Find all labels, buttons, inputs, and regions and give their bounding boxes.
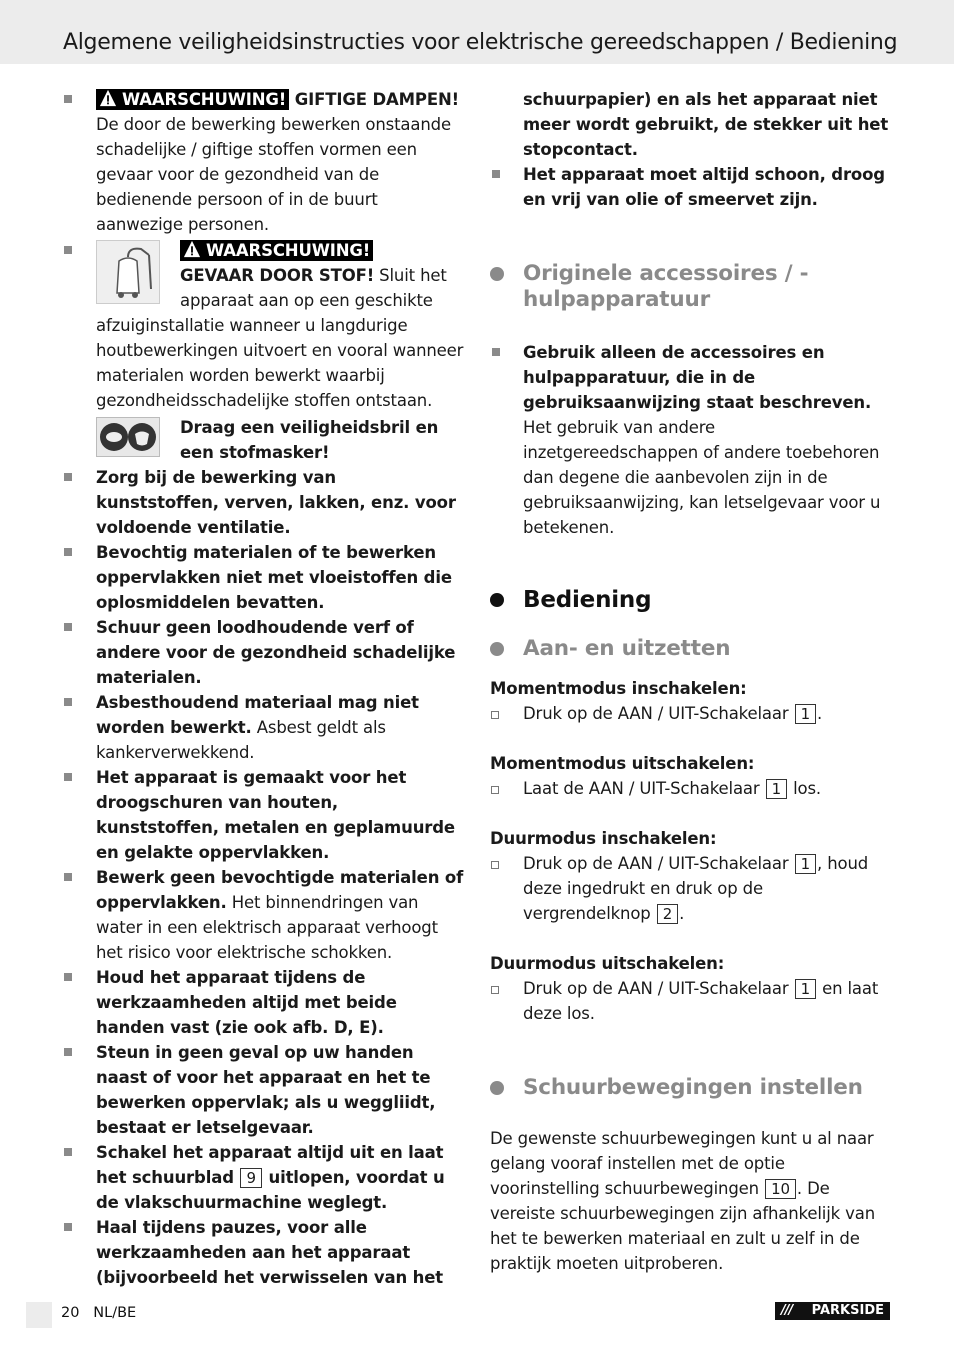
bullet-square-icon bbox=[64, 873, 72, 881]
ref-badge: 10 bbox=[765, 1179, 796, 1199]
section-heading-schuurbewegingen: Schuurbewegingen instellen bbox=[490, 1075, 892, 1101]
section-heading-aan-uit: Aan- en uitzetten bbox=[490, 636, 892, 662]
item-heading: Gebruik alleen de accessoires en hulpapparatuur, die in de gebruiksaanwijzing staat beschreven. bbox=[523, 343, 872, 412]
step-item: Druk op de AAN / UIT-Schakelaar 1 . bbox=[490, 701, 892, 726]
list-item bbox=[62, 765, 464, 865]
left-column bbox=[62, 87, 464, 1290]
step-item: Druk op de AAN / UIT-Schakelaar 1 , houd deze ingedrukt en druk op de vergrendelknop 2 . bbox=[490, 851, 892, 926]
item-text: Het binnendringen van water in een elektrisch apparaat verhoogt het risico voor elektrische schokken. bbox=[96, 893, 438, 962]
item-text: Schakel het apparaat altijd uit en laat het schuurblad bbox=[96, 1143, 444, 1187]
list-item bbox=[62, 1040, 464, 1140]
safety-goggles-mask-icon bbox=[96, 417, 160, 457]
list-item bbox=[62, 540, 464, 615]
item-text: uitlopen, voordat u de vlakschuurmachine weglegt. bbox=[96, 1168, 445, 1212]
ref-badge: 1 bbox=[766, 779, 787, 799]
step-box-icon bbox=[491, 711, 499, 719]
bullet-dot-icon bbox=[490, 642, 504, 656]
bullet-square-icon bbox=[64, 623, 72, 631]
item-text: Houd het apparaat tijdens de werkzaamheden altijd met beide handen vast (zie ook afb. D, E). bbox=[96, 968, 397, 1037]
goggles-notice bbox=[96, 415, 464, 465]
item-text: Het apparaat is gemaakt voor het droogschuren van houten, kunststoffen, metalen en geplamuurde en gelakte oppervlakken. bbox=[96, 768, 455, 862]
list-item-continued bbox=[490, 87, 892, 162]
bullet-square-icon bbox=[64, 1148, 72, 1156]
item-heading: Asbesthoudend materiaal mag niet worden bewerkt. bbox=[96, 693, 419, 737]
bullet-square-icon bbox=[64, 473, 72, 481]
item-text: Asbest geldt als kankerverwekkend. bbox=[96, 718, 386, 762]
subheading: Momentmodus inschakelen: bbox=[490, 679, 747, 698]
list-item bbox=[62, 1140, 464, 1215]
right-column bbox=[490, 87, 892, 1276]
item-text: De door de bewerking bewerken onstaande schadelijke / giftige stoffen vormen een gevaar voor de gezondheid van de bedienende persoon of in de buurt aanwezige personen. bbox=[96, 115, 451, 234]
logo-stripes-icon: /// bbox=[781, 1303, 793, 1318]
ref-badge: 1 bbox=[795, 979, 816, 999]
step-box-icon bbox=[491, 861, 499, 869]
list-item bbox=[62, 615, 464, 690]
item-text: Bevochtig materialen of te bewerken oppervlakken niet met vloeistoffen die oplosmiddelen bevatten. bbox=[96, 543, 452, 612]
bullet-square-icon bbox=[64, 1048, 72, 1056]
bullet-square-icon bbox=[64, 698, 72, 706]
bullet-dot-icon bbox=[490, 1081, 504, 1095]
item-text: Zorg bij de bewerking van kunststoffen, verven, lakken, enz. voor voldoende ventilatie. bbox=[96, 468, 456, 537]
list-item bbox=[62, 465, 464, 540]
warning-triangle-icon bbox=[183, 240, 201, 258]
section-heading-accessories: Originele accessoires / -hulpapparatuur bbox=[490, 261, 892, 313]
warning-heading: GIFTIGE DAMPEN! bbox=[289, 90, 460, 109]
page-number-box bbox=[26, 1302, 52, 1328]
ref-badge: 2 bbox=[657, 904, 678, 924]
bullet-square-icon bbox=[64, 1223, 72, 1231]
bullet-square-icon bbox=[492, 348, 500, 356]
bullet-square-icon bbox=[64, 973, 72, 981]
ref-badge: 1 bbox=[795, 854, 816, 874]
list-item bbox=[62, 238, 464, 465]
page-number: 20 bbox=[61, 1305, 80, 1321]
step-item: Laat de AAN / UIT-Schakelaar 1 los. bbox=[490, 776, 892, 801]
step-box-icon bbox=[491, 986, 499, 994]
warning-text: WAARSCHUWING! bbox=[206, 241, 371, 260]
bullet-dot-icon bbox=[490, 267, 504, 281]
bullet-dot-icon bbox=[490, 593, 504, 607]
list-item bbox=[62, 1215, 464, 1290]
item-text: Schuur geen loodhoudende verf of andere voor de gezondheid schadelijke materialen. bbox=[96, 618, 456, 687]
warning-label bbox=[96, 89, 289, 110]
dust-extractor-icon bbox=[96, 240, 160, 304]
list-item bbox=[490, 340, 892, 540]
bullet-square-icon bbox=[64, 548, 72, 556]
warning-label bbox=[180, 240, 373, 261]
warning-text: WAARSCHUWING! bbox=[122, 90, 287, 109]
bullet-square-icon bbox=[64, 246, 72, 254]
item-text: Het apparaat moet altijd schoon, droog en vrij van olie of smeervet zijn. bbox=[523, 165, 885, 209]
subheading: Duurmodus inschakelen: bbox=[490, 829, 717, 848]
warning-triangle-icon bbox=[99, 89, 117, 107]
item-text: Sluit het apparaat aan op een geschikte afzuiginstallatie wanneer u langdurige houtbewerkingen uitvoert en vooral wanneer materialen worden bewerkt waarbij gezondheidsschadelijke stoffen ontstaan. bbox=[96, 266, 464, 410]
subheading: Duurmodus uitschakelen: bbox=[490, 954, 725, 973]
ref-badge: 9 bbox=[240, 1168, 261, 1188]
bullet-square-icon bbox=[64, 95, 72, 103]
item-text: schuurpapier) en als het apparaat niet meer wordt gebruikt, de stekker uit het stopcontact. bbox=[523, 90, 889, 159]
item-text: Steun in geen geval op uw handen naast of voor het apparaat en het te bewerken oppervlak; als u weggliidt, bestaat er letselgevaar. bbox=[96, 1043, 436, 1137]
language-code: NL/BE bbox=[93, 1305, 137, 1321]
list-item bbox=[62, 87, 464, 237]
list-item bbox=[62, 965, 464, 1040]
section-heading-bediening: Bediening bbox=[490, 587, 892, 613]
item-heading: Bewerk geen bevochtigde materialen of oppervlakken. bbox=[96, 868, 464, 912]
paragraph: De gewenste schuurbewegingen kunt u al naar gelang vooraf instellen met de optie voorinstelling schuurbewegingen 10 . De vereiste schuurbewegingen zijn afhankelijk van het te bewerken materiaal en zult u zelf in de praktijk moeten uitproberen. bbox=[490, 1129, 876, 1273]
warning-heading: GEVAAR DOOR STOF! bbox=[180, 266, 375, 285]
page-title: Algemene veiligheidsinstructies voor elektrische gereedschappen / Bediening bbox=[63, 30, 898, 55]
brand-logo: /// PARKSIDE bbox=[775, 1302, 890, 1320]
item-text: Haal tijdens pauzes, voor alle werkzaamheden aan het apparaat (bijvoorbeeld het verwisselen van het bbox=[96, 1218, 444, 1287]
list-item bbox=[490, 162, 892, 212]
list-item bbox=[62, 865, 464, 965]
step-item: Druk op de AAN / UIT-Schakelaar 1 en laat deze los. bbox=[490, 976, 892, 1026]
page-footer bbox=[61, 1305, 136, 1321]
ref-badge: 1 bbox=[795, 704, 816, 724]
subheading: Momentmodus uitschakelen: bbox=[490, 754, 755, 773]
step-box-icon bbox=[491, 786, 499, 794]
bullet-square-icon bbox=[64, 773, 72, 781]
bullet-square-icon bbox=[492, 170, 500, 178]
page-header bbox=[0, 0, 954, 64]
goggles-text: Draag een veiligheidsbril en een stofmasker! bbox=[180, 418, 439, 462]
list-item bbox=[62, 690, 464, 765]
item-text: Het gebruik van andere inzetgereedschappen of andere toebehoren dan degene die aanbevolen zijn in de gebruiksaanwijzing, kan letselgevaar voor u betekenen. bbox=[523, 418, 881, 537]
